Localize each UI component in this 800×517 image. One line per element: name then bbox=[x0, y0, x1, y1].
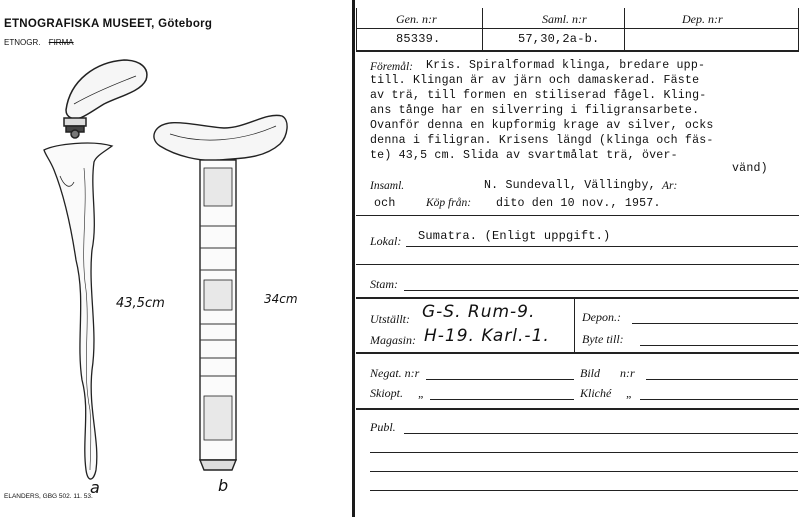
saml-label: Saml. n:r bbox=[542, 12, 587, 26]
storage-divider bbox=[574, 298, 575, 352]
dep-label: Dep. n:r bbox=[682, 12, 723, 26]
figure-label-a: a bbox=[90, 478, 100, 497]
desc-line-1: Kris. Spiralformad klinga, bredare upp- bbox=[426, 59, 706, 72]
header-bottom-rule bbox=[356, 50, 799, 52]
utstallt-label: Utställt: bbox=[370, 312, 411, 326]
publ-line-3 bbox=[370, 471, 798, 472]
lokal-rule bbox=[356, 264, 799, 265]
byte-line bbox=[640, 345, 798, 346]
desc-line-7: te) 43,5 cm. Slida av svartmålat trä, över- bbox=[370, 149, 678, 162]
stam-line bbox=[404, 290, 798, 291]
depon-line bbox=[632, 323, 798, 324]
magasin-label: Magasin: bbox=[370, 333, 416, 347]
printer-mark: ELANDERS, GBG 502. 11. 53. bbox=[4, 493, 93, 500]
figure-label-b: b bbox=[218, 476, 229, 495]
bild-nr: n:r bbox=[620, 366, 635, 380]
header-rule-2 bbox=[624, 8, 625, 52]
kliche-label: Kliché bbox=[580, 386, 612, 400]
desc-line-4: ans tånge har en silverring i filigransarbete. bbox=[370, 104, 700, 117]
och-value: och bbox=[374, 197, 396, 210]
kop-label: Köp från: bbox=[426, 197, 472, 209]
desc-line-2: till. Klingan är av järn och damaskerad. Fäste bbox=[370, 74, 700, 87]
desc-bottom-rule bbox=[356, 215, 799, 216]
stam-rule bbox=[356, 297, 799, 299]
kris-drawing bbox=[0, 0, 352, 517]
drawing-card bbox=[0, 0, 352, 517]
measure-a: 43,5cm bbox=[116, 296, 165, 311]
lokal-value: Sumatra. (Enligt uppgift.) bbox=[418, 229, 611, 243]
gen-label: Gen. n:r bbox=[396, 12, 437, 26]
utstallt-value: G-S. Rum-9. bbox=[422, 302, 536, 322]
saml-value: 57,30,2a-b. bbox=[518, 32, 600, 46]
desc-line-5: Ovanför denna en kupformig krage av silver, ocks bbox=[370, 119, 714, 132]
bild-label: Bild bbox=[580, 366, 600, 380]
kris-a-hilt bbox=[64, 60, 147, 138]
kop-value: dito den 10 nov., 1957. bbox=[496, 197, 661, 210]
foremal-label: Föremål: bbox=[370, 61, 414, 73]
gen-value: 85339. bbox=[396, 32, 441, 46]
depon-label: Depon.: bbox=[582, 310, 621, 324]
card-divider bbox=[352, 0, 355, 517]
byte-label: Byte till: bbox=[582, 332, 624, 346]
skiopt-label: Skiopt. bbox=[370, 386, 403, 400]
storage-rule bbox=[356, 352, 799, 354]
insaml-label: Insaml. bbox=[370, 180, 405, 192]
kliche-mark: „ bbox=[626, 386, 633, 400]
negat-rule bbox=[356, 408, 799, 410]
museum-title: ETNOGRAFISKA MUSEET, Göteborg bbox=[4, 18, 213, 30]
lokal-line bbox=[406, 246, 798, 247]
publ-line-2 bbox=[370, 452, 798, 453]
catalog-card bbox=[356, 0, 800, 517]
magasin-value: H-19. Karl.-1. bbox=[424, 326, 550, 346]
header-right-rule bbox=[798, 8, 799, 52]
measure-b: 34cm bbox=[264, 292, 298, 306]
bild-line bbox=[646, 379, 798, 380]
negat-label: Negat. n:r bbox=[370, 366, 420, 380]
publ-line-1 bbox=[404, 433, 798, 434]
kliche-line bbox=[640, 399, 798, 400]
stam-label: Stam: bbox=[370, 277, 398, 291]
insaml-value: N. Sundevall, Vällingby, bbox=[484, 179, 656, 192]
skiopt-line bbox=[430, 399, 574, 400]
header-left-rule bbox=[356, 8, 357, 52]
desc-line-6: denna i filigran. Krisens längd (klinga och fäs- bbox=[370, 134, 714, 147]
desc-line-3: av trä, till formen en stiliserad fågel. Kling- bbox=[370, 89, 707, 102]
ar-label: Ar: bbox=[662, 180, 678, 192]
publ-label: Publ. bbox=[370, 420, 396, 434]
etnogr-label: ETNOGR. bbox=[4, 38, 41, 47]
publ-line-4 bbox=[370, 490, 798, 491]
header-rule-1 bbox=[482, 8, 483, 52]
desc-line-8: vänd) bbox=[732, 162, 768, 175]
skiopt-mark: „ bbox=[418, 386, 425, 400]
header-mid-rule bbox=[356, 28, 799, 29]
kris-a-blade bbox=[44, 143, 112, 479]
lokal-label: Lokal: bbox=[370, 234, 402, 248]
negat-line bbox=[426, 379, 574, 380]
etnogr-struck: FIRMA bbox=[48, 38, 74, 47]
